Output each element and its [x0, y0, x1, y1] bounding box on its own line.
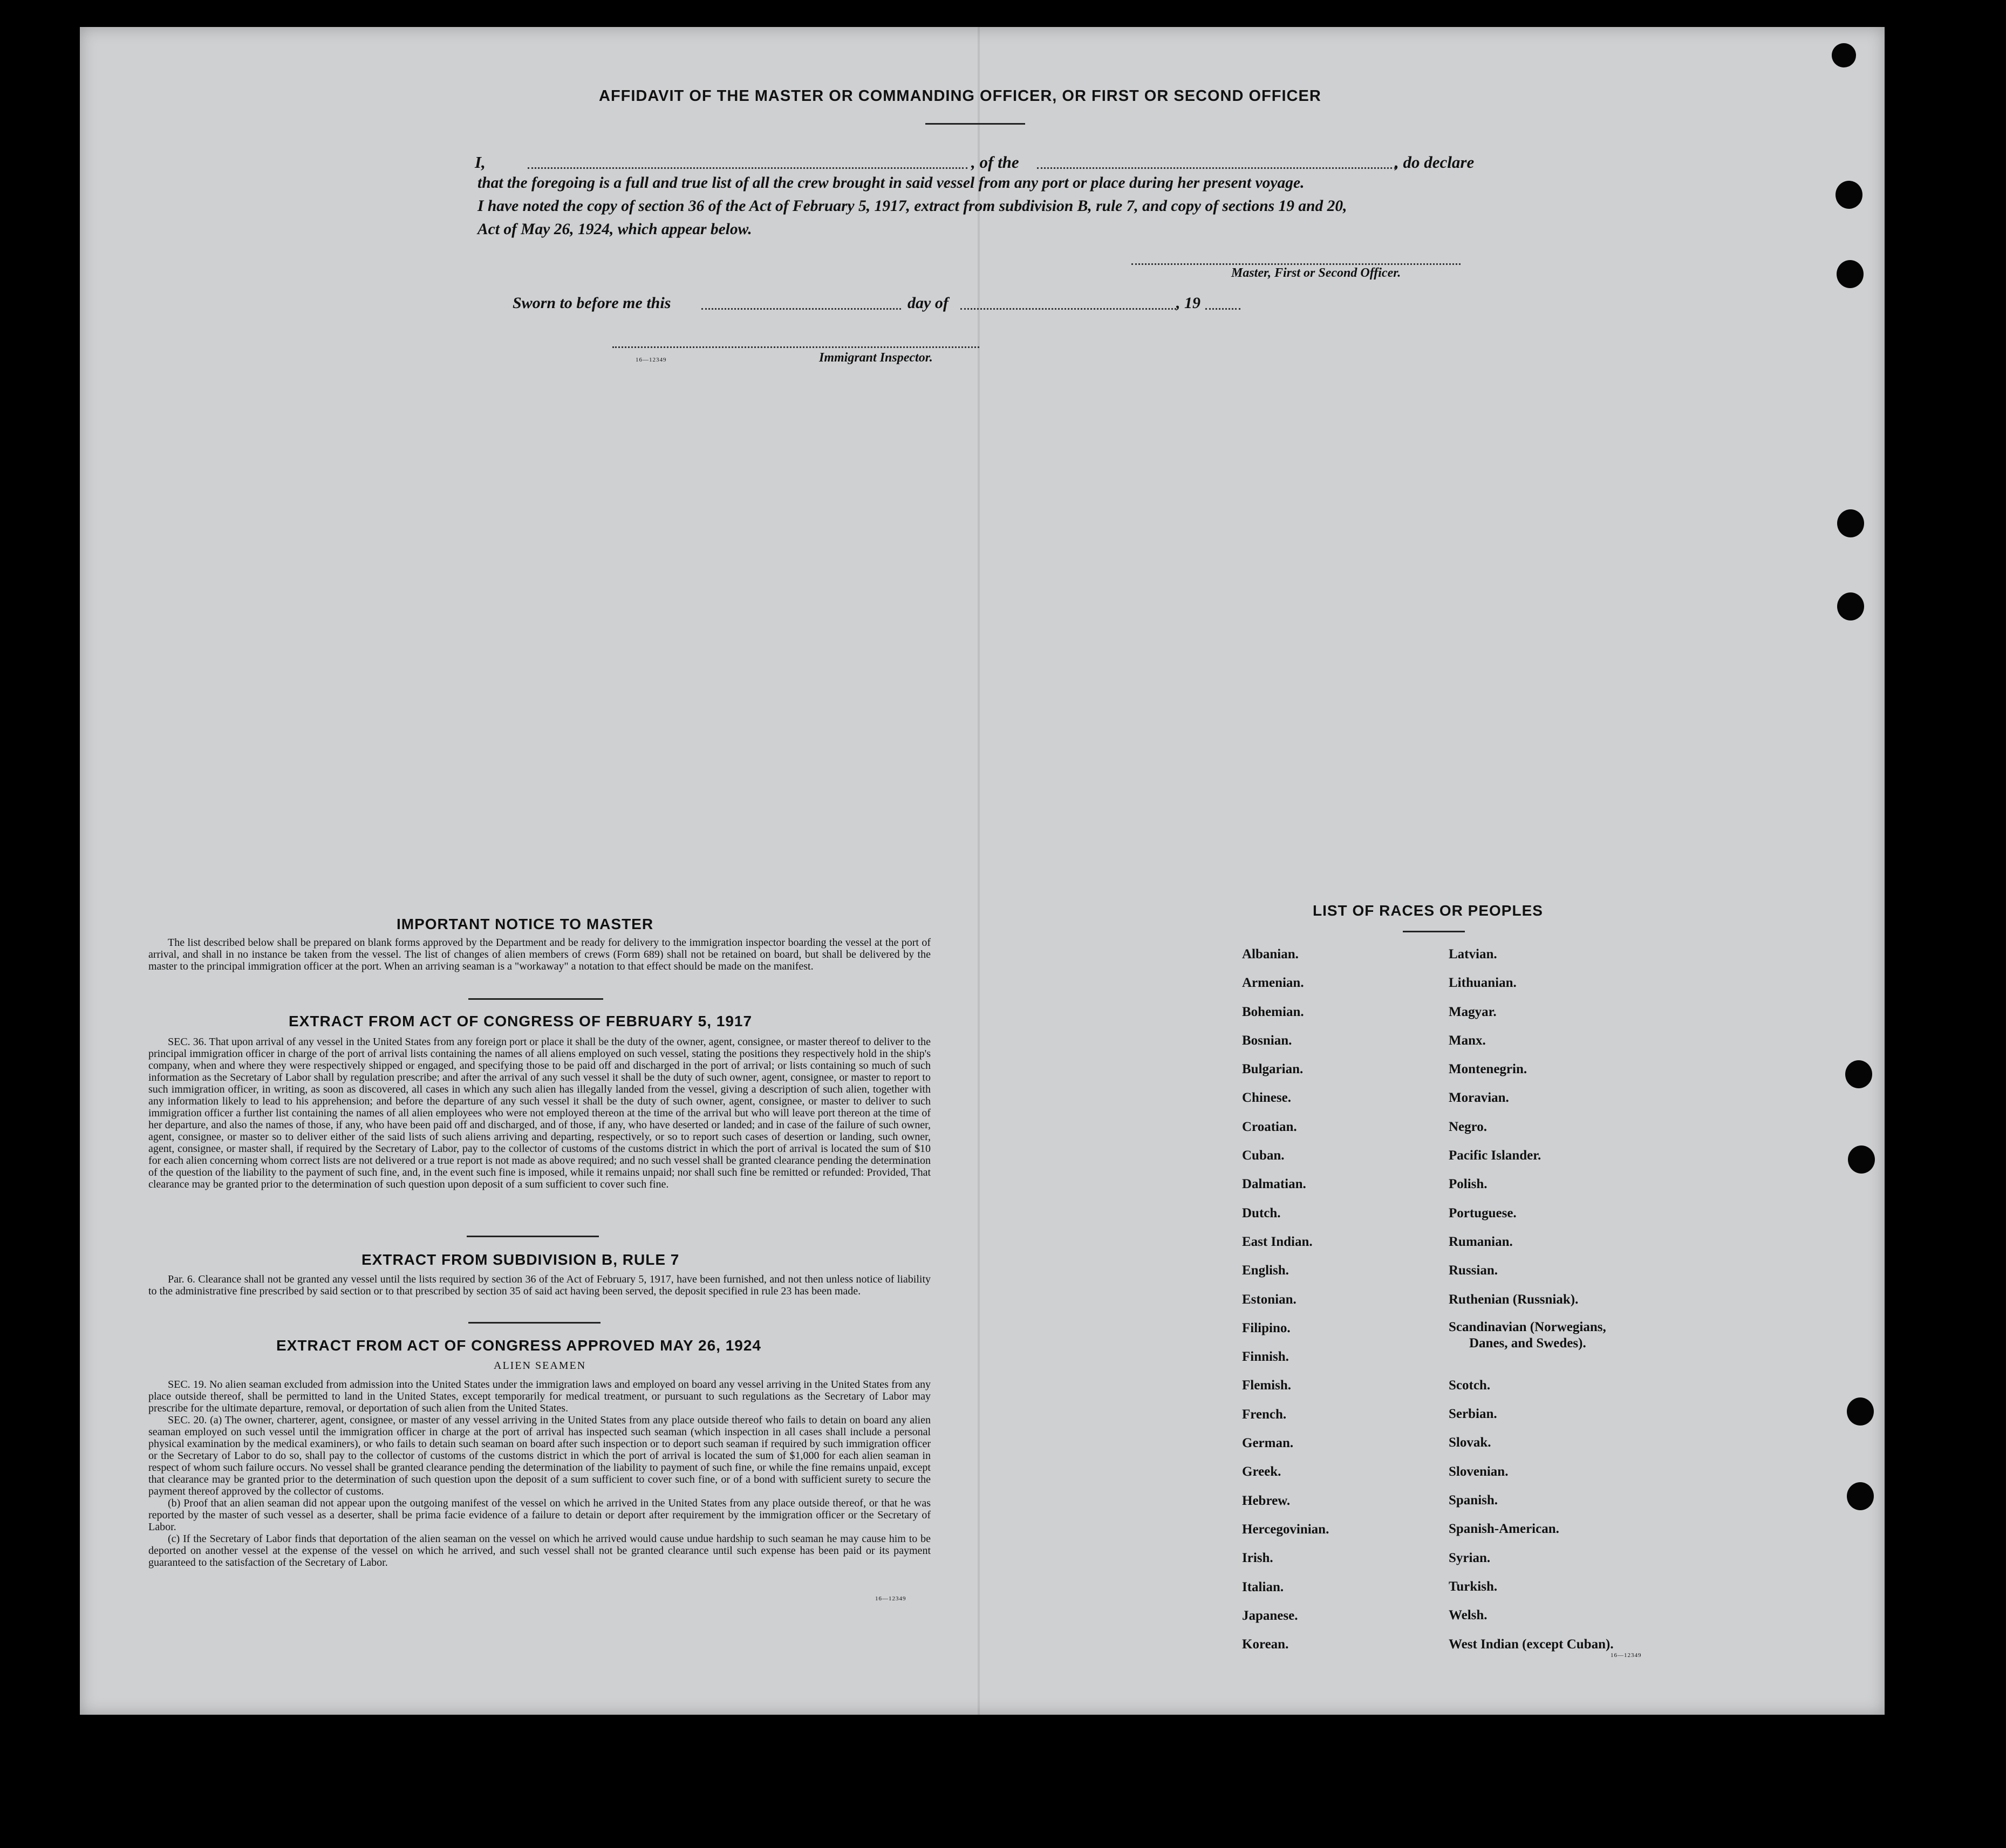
race-item: Finnish.	[1242, 1349, 1289, 1365]
extract-rule7-body	[148, 1273, 931, 1297]
officer-caption: Master, First or Second Officer.	[1231, 266, 1401, 280]
race-item-line: Scandinavian (Norwegians,	[1449, 1319, 1606, 1334]
punch-hole	[1845, 1060, 1872, 1088]
race-item: Irish.	[1242, 1551, 1273, 1566]
title-rule	[925, 123, 1025, 125]
punch-hole	[1847, 1482, 1874, 1510]
notice-body	[148, 937, 931, 972]
affidavit-title: AFFIDAVIT OF THE MASTER OR COMMANDING OFFICER, OR FIRST OR SECOND OFFICER	[599, 87, 1321, 105]
race-item: Negro.	[1449, 1119, 1488, 1134]
race-item: Albanian.	[1242, 947, 1299, 961]
extract-1924-body	[148, 1379, 931, 1569]
race-item: Pacific Islander.	[1449, 1148, 1541, 1163]
punch-hole	[1848, 1145, 1875, 1174]
race-item: Rumanian.	[1449, 1234, 1513, 1249]
race-item: Chinese.	[1242, 1090, 1291, 1106]
race-item: German.	[1242, 1436, 1294, 1451]
races-rule	[1403, 931, 1465, 932]
race-item: Croatian.	[1242, 1119, 1297, 1134]
race-item: Welsh.	[1449, 1608, 1488, 1623]
race-item: Manx.	[1449, 1033, 1486, 1048]
day-blank	[701, 298, 901, 310]
race-item: Armenian.	[1242, 976, 1304, 991]
alien-seamen-subtitle: ALIEN SEAMEN	[494, 1360, 586, 1372]
races-column-2	[1449, 940, 1614, 1659]
form-number: 16—12349	[636, 357, 667, 363]
race-item: French.	[1242, 1407, 1287, 1422]
affidavit-text: that the foregoing is a full and true list of all the crew brought in said vessel from any port or place during her present voyage.	[477, 174, 1305, 192]
race-item: Japanese.	[1242, 1608, 1298, 1623]
race-item: Moravian.	[1449, 1090, 1509, 1106]
affidavit-text: Act of May 26, 1924, which appear below.	[477, 221, 752, 238]
page-fold	[978, 27, 980, 1715]
races-title: LIST OF RACES OR PEOPLES	[1313, 902, 1543, 919]
race-item: Montenegrin.	[1449, 1062, 1527, 1077]
punch-hole	[1832, 43, 1856, 67]
race-item: Syrian.	[1449, 1550, 1491, 1565]
notice-title: IMPORTANT NOTICE TO MASTER	[397, 916, 654, 932]
race-item: Ruthenian (Russniak).	[1449, 1292, 1579, 1307]
day-of-text: day of	[908, 294, 949, 312]
race-item: Hercegovinian.	[1242, 1522, 1329, 1537]
race-item: Estonian.	[1242, 1292, 1297, 1307]
race-item: Dutch.	[1242, 1205, 1281, 1220]
race-item: Italian.	[1242, 1579, 1284, 1594]
race-item: West Indian (except Cuban).	[1449, 1636, 1614, 1652]
section-rule	[468, 1322, 601, 1324]
form-number: 16—12349	[1611, 1652, 1642, 1659]
section-rule	[467, 1236, 599, 1237]
race-item: English.	[1242, 1263, 1289, 1278]
race-item: Slovak.	[1449, 1435, 1491, 1450]
race-item-scandinavian	[1449, 1314, 1614, 1371]
race-item: Bohemian.	[1242, 1004, 1304, 1019]
race-item: Cuban.	[1242, 1148, 1285, 1163]
affidavit-i: I,	[475, 153, 486, 172]
race-item: Turkish.	[1449, 1579, 1498, 1594]
vessel-blank	[1037, 156, 1396, 169]
year-text: , 19	[1176, 294, 1200, 312]
race-item: Portuguese.	[1449, 1205, 1517, 1220]
punch-hole	[1837, 592, 1864, 620]
affidavit-of-the: , of the	[971, 153, 1019, 172]
race-item: Greek.	[1242, 1464, 1281, 1479]
race-item: Flemish.	[1242, 1378, 1291, 1393]
punch-hole	[1836, 181, 1862, 209]
race-item: Serbian.	[1449, 1407, 1497, 1422]
extract-1924-title: EXTRACT FROM ACT OF CONGRESS APPROVED MAY 26, 1924	[276, 1337, 761, 1354]
section-20b-paragraph: (b) Proof that an alien seaman did not appear upon the outgoing manifest of the vessel on which he arrived in the United States from any place outside thereof, or that he was reported by the master of such vessel as a deserter, shall be prima facie evidence of a failure to detain or deport after requirement by the immigration officer or the Secretary of Labor.	[148, 1497, 931, 1533]
section-20c-paragraph: (c) If the Secretary of Labor finds that deportation of the alien seaman on the vessel on which he arrived would cause undue hardship to such seaman he may cause him to be deported on another vessel at the expense of the vessel on which he arrived, and such vessel shall not be granted clearance until such expense has been paid or its payment guaranteed to the satisfaction of the Secretary of Labor.	[148, 1533, 931, 1569]
extract-rule7-title: EXTRACT FROM SUBDIVISION B, RULE 7	[361, 1251, 680, 1268]
sworn-text: Sworn to before me this	[513, 294, 671, 312]
race-item: Latvian.	[1449, 947, 1497, 961]
inspector-signature-line	[612, 339, 979, 348]
race-item: Filipino.	[1242, 1320, 1291, 1335]
paragraph-6: Par. 6. Clearance shall not be granted any vessel until the lists required by section 36 of the Act of February 5, 1917, have been furnished, and not then unless notice of liability to the administrative fine prescribed by said section or to that prescribed by section 35 of said act having been served, the deposit specified in rule 23 has been made.	[148, 1273, 931, 1297]
name-blank	[528, 156, 967, 169]
race-item: Spanish.	[1449, 1493, 1498, 1508]
section-36-paragraph: SEC. 36. That upon arrival of any vessel in the United States from any foreign port or place it shall be the duty of the owner, agent, consignee, or master thereof to deliver to the principal immigration officer in charge of the port of arrival lists containing the names of all aliens employed on such vessel, stating the positions they respectively hold in the ship's company, when and where they were respectively shipped or engaged, and specifying those to be paid off and discharged in the port of arrival; or lists containing so much of such information as the Secretary of Labor shall by regulation prescribe; and after the arrival of any such vessel it shall be the duty of such owner, agent, consignee, or master to report to such immigration officer, in writing, as soon as discovered, all cases in which any such alien has illegally landed from the vessel, giving a description of such alien, together with any information likely to lead to his apprehension; and before the departure of any such vessel it shall be the duty of such owner, agent, consignee, or master to deliver to such immigration officer a further list containing the names of all alien employees who were not employed thereon at the time of the arrival but who will leave port thereon at the time of her departure, and also the names of those, if any, who have been paid off and discharged, and of those, if any, who have deserted or landed; and in case of the failure of such owner, agent, consignee, or master so to deliver either of the said lists of such aliens arriving and departing, respectively, or so to report such cases of desertion or landing, such owner, agent, consignee, or master shall, if required by the Secretary of Labor, pay to the collector of customs of the customs district in which the port of arrival is located the sum of $10 for each alien concerning whom correct lists are not delivered or a true report is not made as above required; and no such vessel shall be granted clearance pending the determination of the question of the liability to the payment of such fine, and, in the event such fine is imposed, while it remains unpaid; nor shall such fine be remitted or refunded: Provided, That clearance may be granted prior to the determination of such question upon deposit of a sum sufficient to cover such fine.	[148, 1036, 931, 1190]
section-20a-paragraph: SEC. 20. (a) The owner, charterer, agent, consignee, or master of any vessel arriving in the United States from any place outside thereof who fails to detain on board any alien seaman employed on such vessel until the immigration officer in charge at the port of arrival has inspected such seaman (which inspection in all cases shall include a personal physical examination by the medical examiners), or who fails to detain such seaman on board after such inspection or to deport such seaman if required by such immigration officer or the Secretary of Labor to do so, shall pay to the collector of customs of the customs district in which the port of arrival is located the sum of $1,000 for each alien seaman in respect of whom such failure occurs. No vessel shall be granted clearance pending the determination of the liability to payment of such fine, or while the fine remains unpaid, except that clearance may be granted prior to the determination of such question upon the deposit of a sum sufficient to cover such fine, or of a bond with sufficient surety to secure the payment thereof approved by the collector of customs.	[148, 1414, 931, 1497]
race-item: Slovenian.	[1449, 1464, 1509, 1479]
race-item: Lithuanian.	[1449, 976, 1517, 991]
affidavit-text: I have noted the copy of section 36 of the Act of February 5, 1917, extract from subdivision B, rule 7, and copy of sections 19 and 20,	[477, 197, 1347, 215]
officer-signature-line	[1131, 254, 1461, 265]
race-item: Bulgarian.	[1242, 1062, 1304, 1077]
punch-hole	[1847, 1397, 1874, 1426]
punch-hole	[1837, 509, 1864, 537]
race-item: Hebrew.	[1242, 1493, 1291, 1508]
extract-1917-body	[148, 1036, 931, 1190]
race-item: East Indian.	[1242, 1234, 1313, 1249]
section-rule	[468, 998, 603, 1000]
race-item: Magyar.	[1449, 1004, 1497, 1019]
form-number: 16—12349	[875, 1595, 906, 1602]
race-item: Polish.	[1449, 1177, 1488, 1192]
month-blank	[960, 298, 1176, 310]
races-column-1	[1242, 940, 1329, 1659]
race-item-line: Danes, and Swedes).	[1469, 1335, 1586, 1351]
year-blank	[1205, 298, 1240, 310]
race-item: Korean.	[1242, 1637, 1289, 1652]
notice-paragraph: The list described below shall be prepared on blank forms approved by the Department and be ready for delivery to the immigration inspector boarding the vessel at the port of arrival, and shall in no instance be taken from the vessel. The list of changes of alien members of crews (Form 689) shall not be retained on board, but shall be delivered by the master to the principal immigration officer at the port. When an arriving seaman is a "workaway" a notation to that effect should be made on the manifest.	[148, 937, 931, 972]
race-item: Bosnian.	[1242, 1033, 1292, 1048]
punch-hole	[1837, 260, 1864, 288]
inspector-caption: Immigrant Inspector.	[819, 351, 933, 365]
race-item: Dalmatian.	[1242, 1177, 1306, 1192]
section-19-paragraph: SEC. 19. No alien seaman excluded from admission into the United States under the immigration laws and employed on board any vessel arriving in the United States from any place outside thereof, shall be permitted to land in the United States, except temporarily for medical treatment, or pursuant to such regulations as the Secretary of Labor may prescribe for the ultimate departure, removal, or deportation of such alien from the United States.	[148, 1379, 931, 1414]
race-item: Scotch.	[1449, 1378, 1491, 1393]
race-item: Russian.	[1449, 1263, 1498, 1278]
affidavit-do-declare: , do declare	[1395, 153, 1475, 172]
race-item: Spanish-American.	[1449, 1522, 1559, 1537]
extract-1917-title: EXTRACT FROM ACT OF CONGRESS OF FEBRUARY 5, 1917	[289, 1013, 753, 1029]
